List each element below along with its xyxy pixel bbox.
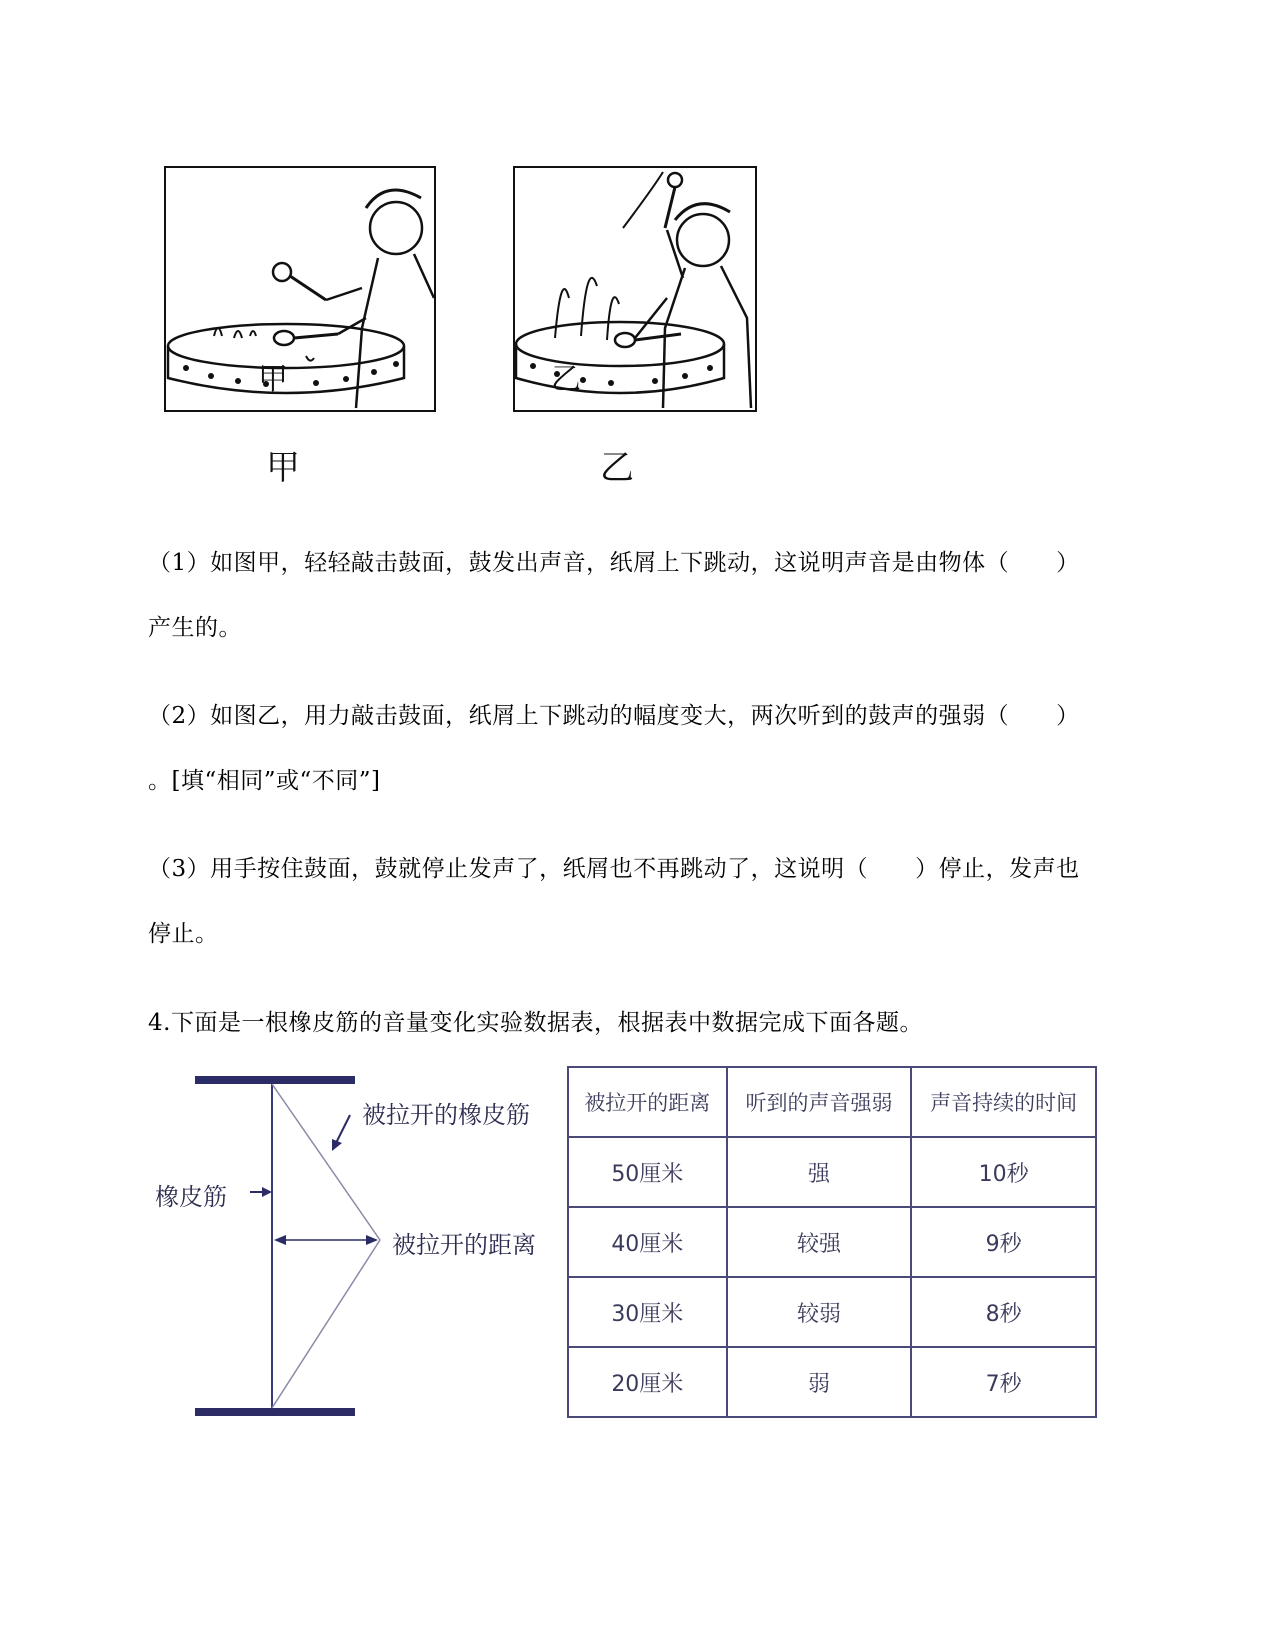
figure-jia-caption: 甲 [266,448,300,488]
table-header-row [568,1067,1096,1137]
drum-gentle-illustration [166,168,434,410]
table-row [568,1207,1096,1277]
table-cell-distance: 40厘米 [568,1207,727,1277]
figure-jia-inner-label: 甲 [258,362,288,397]
table-cell-loudness: 弱 [727,1347,912,1417]
table-cell-distance: 50厘米 [568,1137,727,1207]
table-header-loudness: 听到的声音强弱 [727,1067,912,1137]
table-cell-loudness: 较弱 [727,1277,912,1347]
label-rubber-band: 橡皮筋 [155,1183,227,1211]
table-row [568,1277,1096,1347]
table-cell-duration: 9秒 [911,1207,1096,1277]
table-cell-loudness: 强 [727,1137,912,1207]
table-header-duration: 声音持续的时间 [911,1067,1096,1137]
table-cell-duration: 10秒 [911,1137,1096,1207]
label-stretched-rubber-band: 被拉开的橡皮筋 [362,1101,530,1129]
table-row [568,1137,1096,1207]
table-row [568,1347,1096,1417]
question-1-line-2: 产生的。 [148,615,242,641]
question-3-line-1: （3）用手按住鼓面，鼓就停止发声了，纸屑也不再跳动了，这说明（ ）停止，发声也 [148,856,1080,882]
table-cell-distance: 20厘米 [568,1347,727,1417]
table-header-distance: 被拉开的距离 [568,1067,727,1137]
question-4-text: 4.下面是一根橡皮筋的音量变化实验数据表，根据表中数据完成下面各题。 [148,1010,923,1036]
table-cell-distance: 30厘米 [568,1277,727,1347]
table-cell-duration: 7秒 [911,1347,1096,1417]
label-stretch-distance: 被拉开的距离 [392,1231,536,1259]
rubber-band-data-table [567,1066,1097,1418]
figure-jia [164,166,436,412]
question-1-line-1: （1）如图甲，轻轻敲击鼓面，鼓发出声音，纸屑上下跳动，这说明声音是由物体（ ） [148,550,1080,576]
table-cell-loudness: 较强 [727,1207,912,1277]
figure-yi [513,166,757,412]
question-2-line-2: 。[填“相同”或“不同”] [148,768,381,794]
figure-yi-inner-label: 乙 [551,362,581,397]
table-cell-duration: 8秒 [911,1277,1096,1347]
question-2-line-1: （2）如图乙，用力敲击鼓面，纸屑上下跳动的幅度变大，两次听到的鼓声的强弱（ ） [148,703,1080,729]
question-3-line-2: 停止。 [148,921,219,947]
figure-yi-caption: 乙 [600,448,634,488]
